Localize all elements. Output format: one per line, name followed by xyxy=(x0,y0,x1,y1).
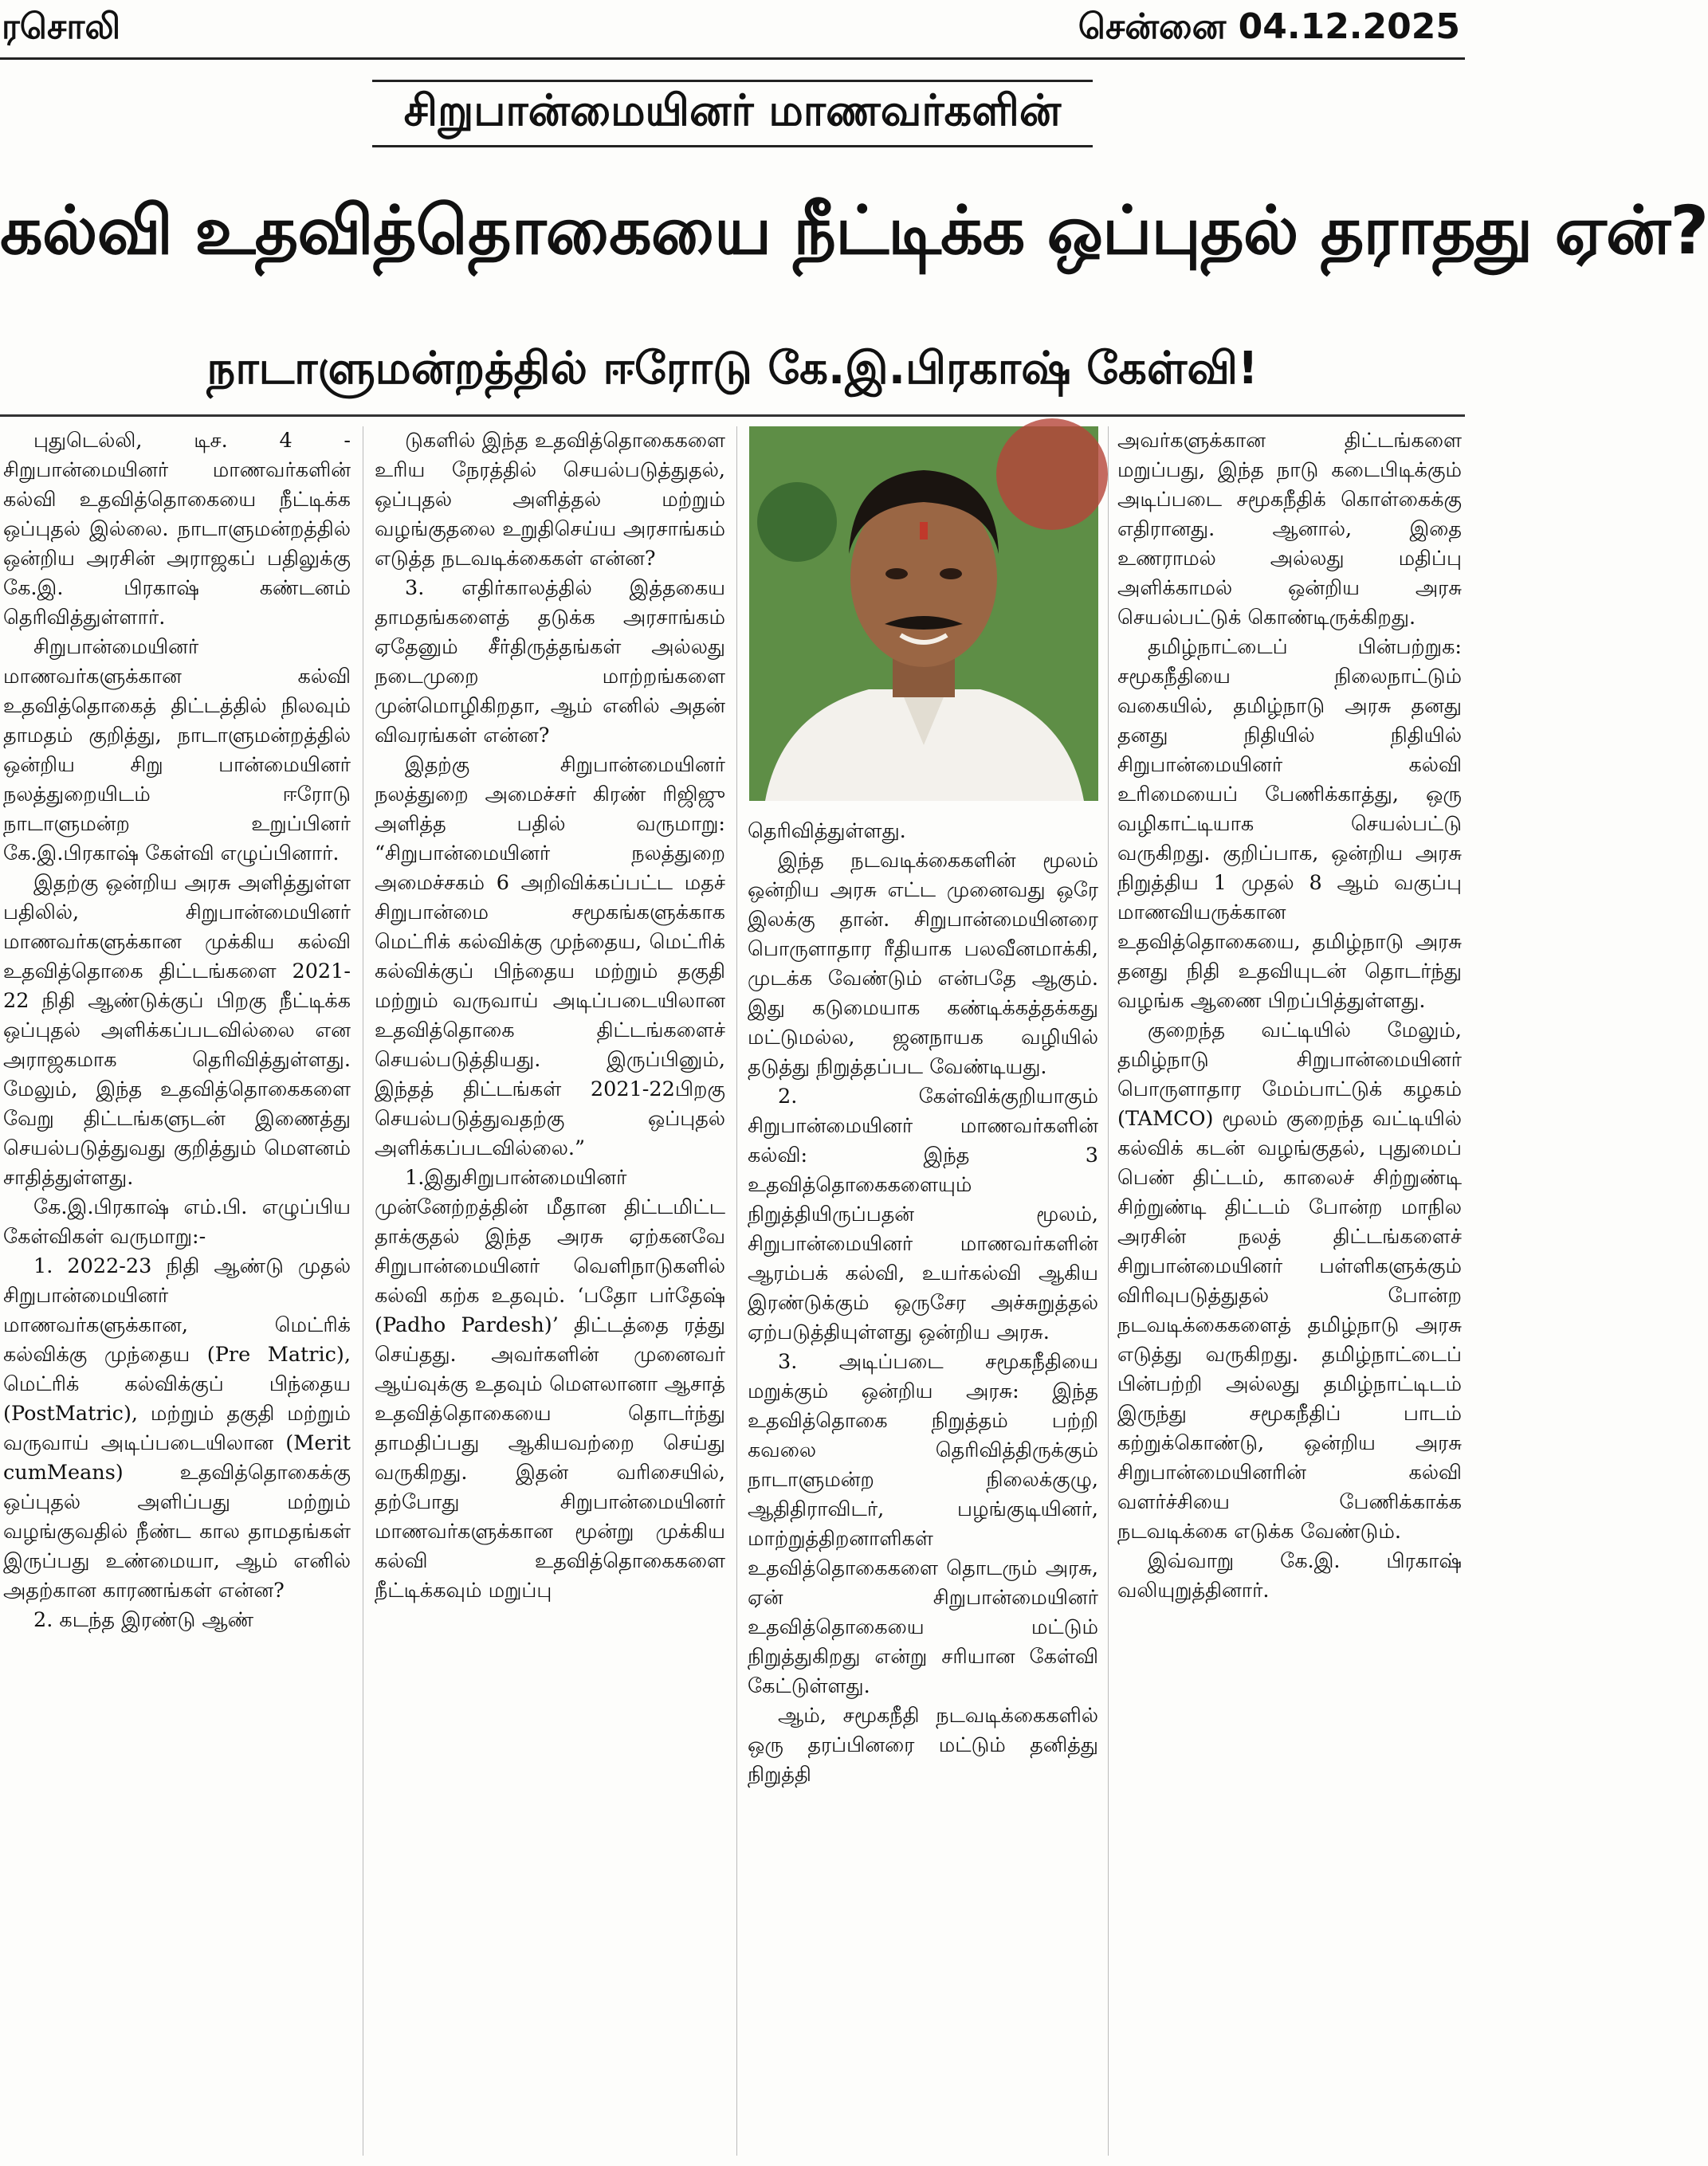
headline: கல்வி உதவித்தொகையை நீட்டிக்க ஒப்புதல் தராதது ஏன்? xyxy=(0,191,1708,269)
paragraph: தெரிவித்துள்ளது. xyxy=(748,819,906,843)
paragraph: அவர்களுக்கான திட்டங்களை மறுப்பது, இந்த நாடு கடைபிடிக்கும் அடிப்படை சமூகநீதிக் கொள்கைக்கு எதிரானது. ஆனால், இதை உணராமல் அல்லது மதிப்பு அளிக்காமல் ஒன்றிய அரசு செயல்பட்டுக் கொண்டிருக்கிறது. xyxy=(1117,429,1462,630)
paragraph: இந்த நடவடிக்கைகளின் மூலம் ஒன்றிய அரசு எட்ட முனைவது ஒரே இலக்கு தான். சிறுபான்மையினரை பொருளாதார ரீதியாக பலவீனமாக்கி, முடக்க வேண்டும் என்பதே ஆகும். இது கடுமையாக கண்டிக்கத்தக்கது மட்டுமல்ல, ஜனநாயக வழியில் தடுத்து நிறுத்தப்பட வேண்டியது. xyxy=(748,849,1098,1079)
city-date: சென்னை 04.12.2025 xyxy=(1078,6,1460,47)
article-column-2 xyxy=(375,426,725,2160)
portrait-photo xyxy=(749,426,1098,801)
masthead xyxy=(0,0,1465,60)
paragraph: இதற்கு ஒன்றிய அரசு அளித்துள்ள பதிலில், சிறுபான்மையினர் மாணவர்களுக்கான முக்கிய கல்வி உதவித்தொகை திட்டங்களை 2021-22 நிதி ஆண்டுக்குப் பிறகு நீட்டிக்க ஒப்புதல் அளிக்கப்படவில்லை என அராஜகமாக தெரிவித்துள்ளது. மேலும், இந்த உதவித்தொகைகளை வேறு திட்டங்களுடன் இணைத்து செயல்படுத்துவது குறித்தும் மௌனம் சாதித்துள்ளது. xyxy=(3,871,351,1190)
paragraph: குறைந்த வட்டியில் மேலும், தமிழ்நாடு சிறுபான்மையினர் பொருளாதார மேம்பாட்டுக் கழகம் (TAMCO) மூலம் குறைந்த வட்டியில் கல்விக் கடன் வழங்குதல், புதுமைப் பெண் திட்டம், காலைச் சிற்றுண்டி சிற்றுண்டி திட்டம் போன்ற மாநில அரசின் நலத் திட்டங்களைச் சிறுபான்மையினர் பள்ளிகளுக்கும் விரிவுபடுத்துதல் போன்ற நடவடிக்கைகளைத் தமிழ்நாடு அரசு எடுத்து வருகிறது. தமிழ்நாட்டைப் பின்பற்றி அல்லது தமிழ்நாட்டிடம் இருந்து சமூகநீதிப் பாடம் கற்றுக்கொண்டு, ஒன்றிய அரசு சிறுபான்மையினரின் கல்வி வளர்ச்சியை பேணிக்காக்க நடவடிக்கை எடுக்க வேண்டும். xyxy=(1117,1018,1462,1544)
kicker: சிறுபான்மையினர் மாணவர்களின் xyxy=(372,80,1093,147)
kicker-wrap xyxy=(0,80,1465,147)
paragraph: தமிழ்நாட்டைப் பின்பற்றுக: சமூகநீதியை நிலைநாட்டும் வகையில், தமிழ்நாடு அரசு தனது தனது நிதியில் நிதியில் சிறுபான்மையினர் கல்வி உரிமையைப் பேணிக்காத்து, ஒரு வழிகாட்டியாக செயல்பட்டு வருகிறது. குறிப்பாக, ஒன்றிய அரசு நிறுத்திய 1 முதல் 8 ஆம் வகுப்பு மாணவியருக்கான உதவித்தொகையை, தமிழ்நாடு அரசு தனது நிதி உதவியுடன் தொடர்ந்து வழங்க ஆணை பிறப்பித்துள்ளது. xyxy=(1117,635,1462,1013)
paragraph: 2. கேள்விக்குறியாகும் சிறுபான்மையினர் மாணவர்களின் கல்வி: இந்த 3 உதவித்தொகைகளையும் நிறுத்தியிருப்பதன் மூலம், சிறுபான்மையினர் மாணவர்களின் ஆரம்பக் கல்வி, உயர்கல்வி ஆகிய இரண்டுக்கும் ஒருசேர அச்சுறுத்தல் ஏற்படுத்தியுள்ளது ஒன்றிய அரசு. xyxy=(748,1085,1098,1344)
paragraph: இதற்கு சிறுபான்மையினர் நலத்துறை அமைச்சர் கிரண் ரிஜிஜு அளித்த பதில் வருமாறு: “சிறுபான்மையினர் நலத்துறை அமைச்சகம் 6 அறிவிக்கப்பட்ட மதச் சிறுபான்மை சமூகங்களுக்காக மெட்ரிக் கல்விக்கு முந்தைய, மெட்ரிக் கல்விக்குப் பிந்தைய மற்றும் தகுதி மற்றும் வருவாய் அடிப்படையிலான உதவித்தொகை திட்டங்களைச் செயல்படுத்தியது. இருப்பினும், இந்தத் திட்டங்கள் 2021-22பிறகு செயல்படுத்துவதற்கு ஒப்புதல் அளிக்கப்படவில்லை.” xyxy=(375,753,725,1160)
paragraph: புதுடெல்லி, டிச. 4 - சிறுபான்மையினர் மாணவர்களின் கல்வி உதவித்தொகையை நீட்டிக்க ஒப்புதல் இல்லை. நாடாளுமன்றத்தில் ஒன்றிய அரசின் அராஜகப் பதிலுக்கு கே.இ. பிரகாஷ் கண்டனம் தெரிவித்துள்ளார். xyxy=(3,429,351,630)
paragraph: ஆம், சமூகநீதி நடவடிக்கைகளில் ஒரு தரப்பினரை மட்டும் தனித்து நிறுத்தி xyxy=(748,1704,1098,1787)
paragraph: 3. அடிப்படை சமூகநீதியை மறுக்கும் ஒன்றிய அரசு: இந்த உதவித்தொகை நிறுத்தம் பற்றி கவலை தெரிவித்திருக்கும் நாடாளுமன்ற நிலைக்குழு, ஆதிதிராவிடர், பழங்குடியினர், மாற்றுத்திறனாளிகள் உதவித்தொகைகளை தொடரும் அரசு, ஏன் சிறுபான்மையினர் உதவித்தொகையை மட்டும் நிறுத்துகிறது என்று சரியான கேள்வி கேட்டுள்ளது. xyxy=(748,1350,1098,1698)
newspaper-name: ரசொலி xyxy=(2,6,121,47)
article-column-1 xyxy=(3,426,351,2160)
paragraph: இவ்வாறு கே.இ. பிரகாஷ் வலியுறுத்தினார். xyxy=(1117,1549,1462,1603)
divider xyxy=(0,414,1465,417)
paragraph: டுகளில் இந்த உதவித்தொகைகளை உரிய நேரத்தில் செயல்படுத்துதல், ஒப்புதல் அளித்தல் மற்றும் வழங்குதலை உறுதிசெய்ய அரசாங்கம் எடுத்த நடவடிக்கைகள் என்ன? xyxy=(375,429,725,571)
article-column-3 xyxy=(748,817,1098,2160)
paragraph: 1. 2022-23 நிதி ஆண்டு முதல் சிறுபான்மையினர் மாணவர்களுக்கான, மெட்ரிக் கல்விக்கு முந்தைய (Pre Matric), மெட்ரிக் கல்விக்குப் பிந்தைய (PostMatric), மற்றும் தகுதி மற்றும் வருவாய் அடிப்படையிலான (Merit cumMeans) உதவித்தொகைக்கு ஒப்புதல் அளிப்பது மற்றும் வழங்குவதில் நீண்ட கால தாமதங்கள் இருப்பது உண்மையா, ஆம் எனில் அதற்கான காரணங்கள் என்ன? xyxy=(3,1254,351,1603)
article-column-4 xyxy=(1117,426,1462,2160)
paragraph: கே.இ.பிரகாஷ் எம்.பி. எழுப்பிய கேள்விகள் வருமாறு:- xyxy=(3,1195,351,1249)
column-separator xyxy=(1108,426,1109,2156)
paragraph: 1.இதுசிறுபான்மையினர் முன்னேற்றத்தின் மீதான திட்டமிட்ட தாக்குதல் இந்த அரசு ஏற்கனவே சிறுபான்மையினர் வெளிநாடுகளில் கல்வி கற்க உதவும். ‘பதோ பர்தேஷ் (Padho Pardesh)’ திட்டத்தை ரத்து செய்தது. அவர்களின் முனைவர் ஆய்வுக்கு உதவும் மௌலானா ஆசாத் உதவித்தொகையை தொடர்ந்து தாமதிப்பது ஆகியவற்றை செய்து வருகிறது. இதன் வரிசையில், தற்போது சிறுபான்மையினர் மாணவர்களுக்கான மூன்று முக்கிய கல்வி உதவித்தொகைகளை நீட்டிக்கவும் மறுப்பு xyxy=(375,1166,725,1603)
subheadline: நாடாளுமன்றத்தில் ஈரோடு கே.இ.பிரகாஷ் கேள்வி! xyxy=(206,343,1258,394)
paragraph: 3. எதிர்காலத்தில் இத்தகைய தாமதங்களைத் தடுக்க அரசாங்கம் ஏதேனும் சீர்திருத்தங்கள் அல்லது நடைமுறை மாற்றங்களை முன்மொழிகிறதா, ஆம் எனில் அதன் விவரங்கள் என்ன? xyxy=(375,576,725,748)
column-separator xyxy=(736,426,737,2156)
portrait-illustration xyxy=(749,426,1098,801)
paragraph: சிறுபான்மையினர் மாணவர்களுக்கான கல்வி உதவித்தொகைத் திட்டத்தில் நிலவும் தாமதம் குறித்து, நாடாளுமன்றத்தில் ஒன்றிய சிறு பான்மையினர் நலத்துறையிடம் ஈரோடு நாடாளுமன்ற உறுப்பினர் கே.இ.பிரகாஷ் கேள்வி எழுப்பினார். xyxy=(3,635,351,865)
paragraph: 2. கடந்த இரண்டு ஆண் xyxy=(33,1608,254,1632)
